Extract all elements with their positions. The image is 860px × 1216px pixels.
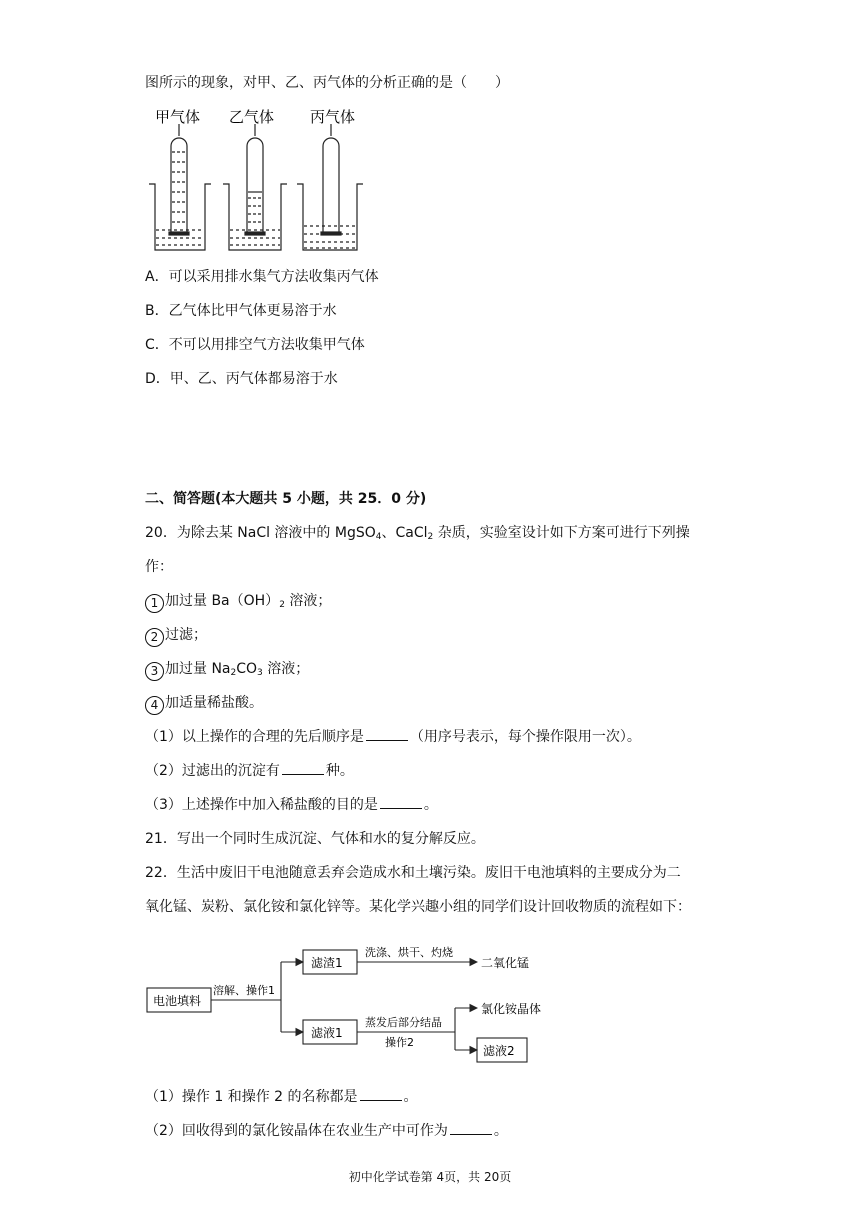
flow-residue: 滤渣1 — [311, 956, 343, 970]
q20-op1: 1 加过量 $Ba(OH)_2$ 溶液； — [145, 590, 331, 613]
flow-product2: 氯化铵晶体 — [481, 1002, 542, 1016]
q22-sub2: （2）回收得到的氯化铵晶体在农业生产中可作为 。 — [145, 1123, 508, 1139]
q22-sub1: （1）操作 1 和操作 2 的名称都是 。 — [145, 1089, 418, 1105]
beaker-jia — [149, 124, 211, 250]
flow-wash: 洗涤、烘干、灼烧 — [365, 946, 453, 959]
q19-option-c: C．不可以用排空气方法收集甲气体 — [145, 337, 365, 353]
q20-op2: 2 过滤； — [145, 624, 207, 647]
flow-start: 电池填料 — [153, 994, 202, 1008]
q20-line1: 20．为除去某 NaCl 溶液中的 MgSO$_4$、CaCl$_2$ 杂质，实验室设计如下方案可进行下列操 — [145, 525, 690, 542]
q19-option-b: B．乙气体比甲气体更易溶于水 — [145, 303, 337, 319]
q20-line2: 作： — [145, 559, 173, 575]
answer-blank[interactable] — [366, 728, 408, 741]
flow-filtrate2: 滤液2 — [483, 1044, 515, 1058]
beaker-bing — [297, 124, 363, 250]
q19-option-a: A．可以采用排水集气方法收集丙气体 — [145, 269, 379, 285]
gas-label-bing: 丙气体 — [310, 108, 356, 126]
gas-label-yi: 乙气体 — [229, 108, 275, 126]
flow-evap: 蒸发后部分结晶 — [365, 1016, 442, 1029]
q20-op3: 3 加过量 $Na_2CO_3$ 溶液； — [145, 658, 309, 681]
section-title: 二、简答题(本大题共 5 小题，共 25．0 分) — [145, 491, 427, 507]
answer-blank[interactable] — [360, 1088, 402, 1101]
flow-product1: 二氧化锰 — [481, 956, 530, 970]
beaker-yi — [223, 124, 287, 250]
q20-sub1: （1）以上操作的合理的先后顺序是 （用序号表示，每个操作限用一次）。 — [145, 729, 641, 745]
answer-blank[interactable] — [282, 762, 324, 775]
circled-num: 2 — [145, 628, 164, 647]
answer-blank[interactable] — [380, 796, 422, 809]
q20-sub2: （2）过滤出的沉淀有 种。 — [145, 763, 354, 779]
circled-num: 1 — [145, 594, 164, 613]
page-footer: 初中化学试卷第 4页，共 20页 — [348, 1170, 512, 1184]
q19-stem: 图所示的现象，对甲、乙、丙气体的分析正确的是（ ） — [145, 75, 509, 91]
q19-option-d: D．甲、乙、丙气体都易溶于水 — [145, 371, 338, 387]
flow-op2: 操作2 — [385, 1036, 414, 1049]
recycling-flowchart — [145, 942, 565, 1072]
circled-num: 3 — [145, 662, 164, 681]
q21-text: 21．写出一个同时生成沉淀、气体和水的复分解反应。 — [145, 831, 485, 847]
circled-num: 4 — [145, 696, 164, 715]
answer-blank[interactable] — [450, 1122, 492, 1135]
q22-line1: 22．生活中废旧干电池随意丢弃会造成水和土壤污染。废旧干电池填料的主要成分为二 — [145, 865, 681, 881]
gas-label-jia: 甲气体 — [155, 108, 201, 126]
q20-sub3: （3）上述操作中加入稀盐酸的目的是 。 — [145, 797, 438, 813]
q22-line2: 氧化锰、炭粉、氯化铵和氯化锌等。某化学兴趣小组的同学们设计回收物质的流程如下： — [145, 899, 691, 915]
q20-op4: 4 加适量稀盐酸。 — [145, 692, 263, 715]
gas-solubility-figure — [145, 102, 375, 252]
flow-op1: 溶解、操作1 — [213, 984, 275, 997]
flow-filtrate: 滤液1 — [311, 1026, 343, 1040]
